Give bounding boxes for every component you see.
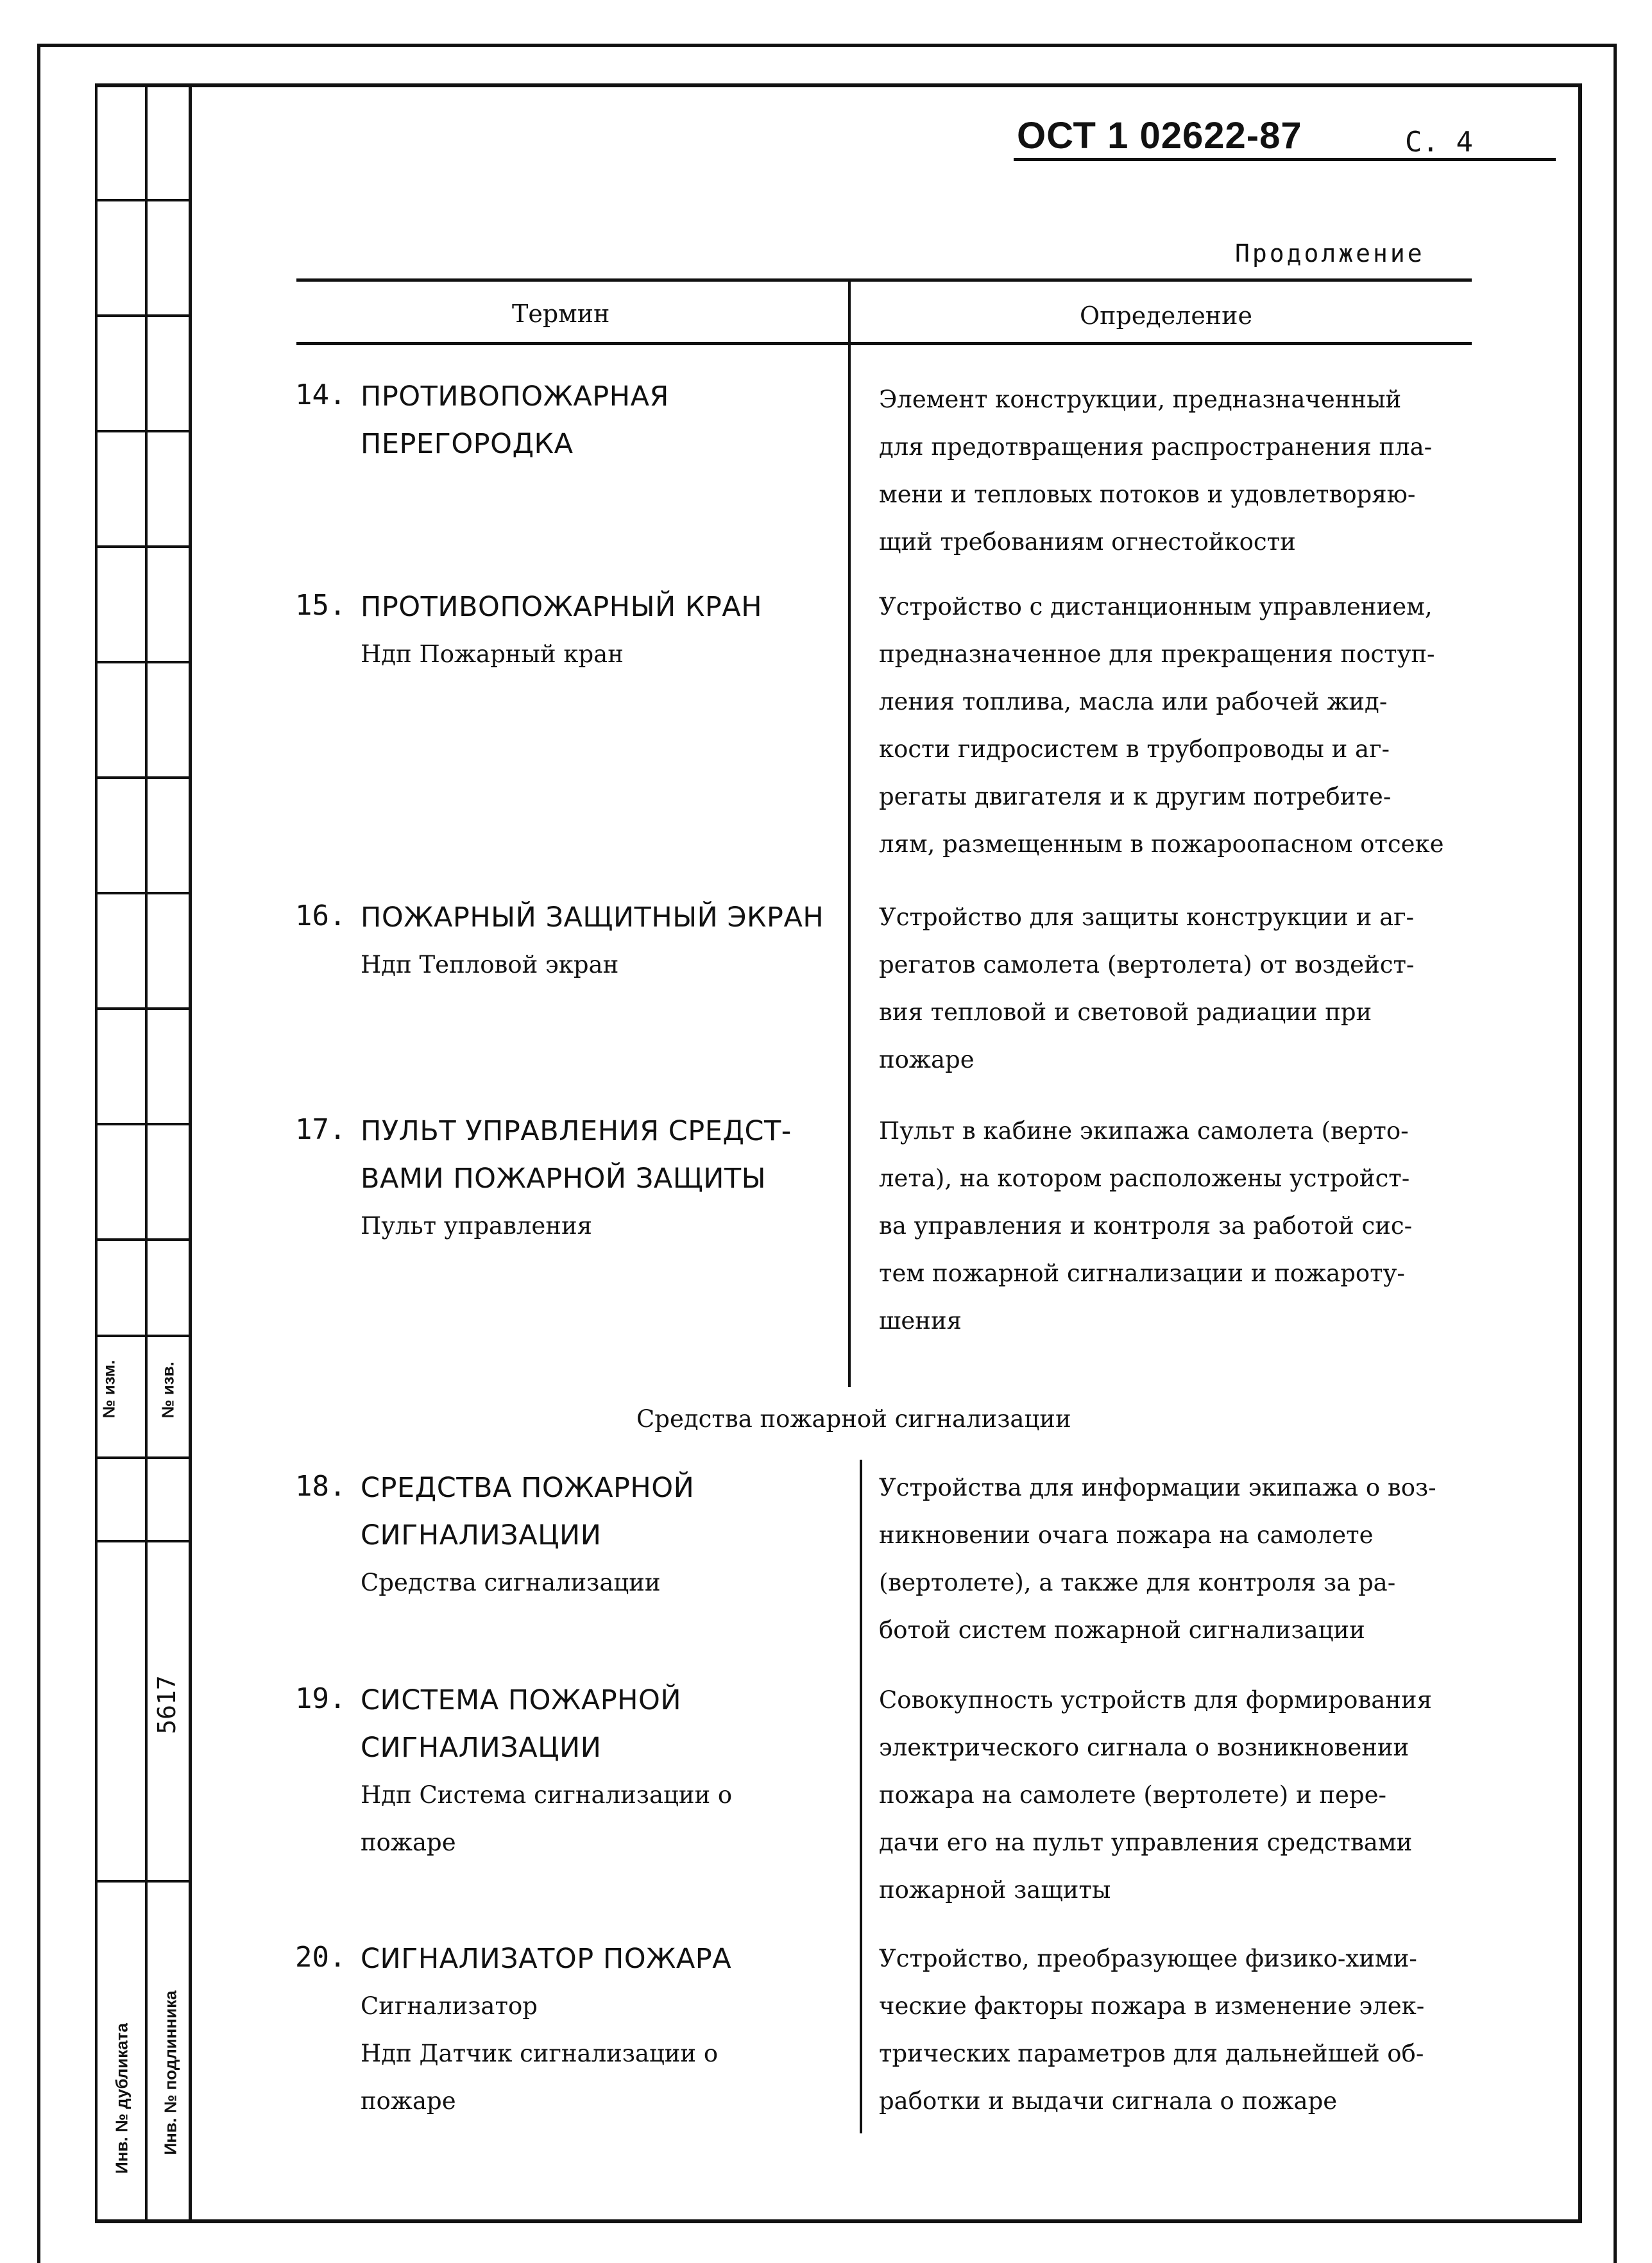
outer-frame-right xyxy=(1614,44,1617,2263)
entry-term: ПРОТИВОПОЖАРНЫЙ КРАН xyxy=(361,591,763,623)
entry-definition: Устройство с дистанционным управлением, предназначенное для прекращения поступ- ления топлива, масла или рабочей жид- кости гидросистем в трубопроводы и аг- регаты двигателя и к другим потребите- лям, размещенным в пожароопасном отсеке xyxy=(879,593,1444,858)
col-header-term: Термин xyxy=(512,300,610,328)
entry-number: 18. xyxy=(295,1470,346,1503)
entry-definition: Устройства для информации экипажа о воз- никновении очага пожара на самолете (вертолете), а также для контроля за ра- ботой систем пожарной сигнализации xyxy=(879,1474,1436,1644)
entry-definition: Элемент конструкции, предназначенный для предотвращения распространения пла- мени и тепловых потоков и удовлетворяю- щий требованиям огнестойкости xyxy=(879,386,1433,556)
outer-frame-top xyxy=(37,44,1617,47)
entry-number: 14. xyxy=(295,379,346,411)
entry-number: 15. xyxy=(295,589,346,622)
stamp-original-number: 5617 xyxy=(153,1675,181,1734)
entry-term: СИСТЕМА ПОЖАРНОЙ СИГНАЛИЗАЦИИ xyxy=(361,1684,682,1764)
entry-number: 20. xyxy=(295,1941,346,1974)
continuation-label: Продолжение xyxy=(1235,239,1425,268)
entry-synonyms: Средства сигнализации xyxy=(361,1569,661,1596)
entry-definition: Пульт в кабине экипажа самолета (верто- лета), на котором расположены устройст- ва управления и контроля за работой сис- тем пожарной сигнализации и пожароту- шения xyxy=(879,1117,1413,1335)
entry-definition: Устройство, преобразующее физико-хими- ческие факторы пожара в изменение элек- трических параметров для дальнейшей об- работки и выдачи сигнала о пожаре xyxy=(879,1945,1425,2115)
entry-synonyms: Ндп Тепловой экран xyxy=(361,951,619,978)
entry-term: ПУЛЬТ УПРАВЛЕНИЯ СРЕДСТ- ВАМИ ПОЖАРНОЙ ЗАЩИТЫ xyxy=(361,1115,792,1195)
outer-frame-left xyxy=(37,44,40,2263)
margin-col-mid xyxy=(145,83,148,2223)
section-title: Средства пожарной сигнализации xyxy=(636,1405,1071,1433)
entry-synonyms: Сигнализатор Ндп Датчик сигнализации о пожаре xyxy=(361,1992,719,2115)
page-number: С. 4 xyxy=(1405,126,1473,158)
entry-term: СИГНАЛИЗАТОР ПОЖАРА xyxy=(361,1943,732,1975)
table-top-rule xyxy=(296,278,1472,282)
entry-number: 16. xyxy=(295,900,346,932)
entry-synonyms: Ндп Система сигнализации о пожаре xyxy=(361,1781,733,1856)
column-divider-2 xyxy=(860,1460,862,2133)
inner-frame-top xyxy=(95,83,1582,87)
stamp-inv-dubl: Инв. № дубликата xyxy=(112,2023,132,2174)
margin-col-left xyxy=(95,83,98,2223)
table-header-rule xyxy=(296,342,1472,345)
doc-code-underline xyxy=(1014,158,1556,161)
stamp-no-izv: № изв. xyxy=(158,1362,178,1419)
entry-synonyms: Пульт управления xyxy=(361,1212,592,1240)
inner-frame-right xyxy=(1578,83,1582,2223)
col-header-definition: Определение xyxy=(1080,302,1252,330)
margin-col-right xyxy=(189,83,192,2223)
entry-definition: Совокупность устройств для формирования электрического сигнала о возникновении пожара на самолете (вертолете) и пере- дачи его на пульт управления средствами пожарной защиты xyxy=(879,1686,1432,1904)
entry-term: ПОЖАРНЫЙ ЗАЩИТНЫЙ ЭКРАН xyxy=(361,901,824,934)
entry-number: 19. xyxy=(295,1682,346,1715)
stamp-no-izm: № изм. xyxy=(99,1360,119,1419)
entry-synonyms: Ндп Пожарный кран xyxy=(361,640,624,668)
doc-code: ОСТ 1 02622-87 xyxy=(1017,115,1302,157)
entry-definition: Устройство для защиты конструкции и аг- регатов самолета (вертолета) от воздейст- вия тепловой и световой радиации при пожаре xyxy=(879,903,1415,1073)
column-divider-1 xyxy=(848,278,851,1387)
entry-term: ПРОТИВОПОЖАРНАЯ ПЕРЕГОРОДКА xyxy=(361,380,669,460)
entry-term: СРЕДСТВА ПОЖАРНОЙ СИГНАЛИЗАЦИИ xyxy=(361,1472,695,1551)
stamp-inv-podl: Инв. № подлинника xyxy=(160,1990,180,2155)
entry-number: 17. xyxy=(295,1113,346,1146)
inner-frame-bottom xyxy=(95,2219,1582,2223)
